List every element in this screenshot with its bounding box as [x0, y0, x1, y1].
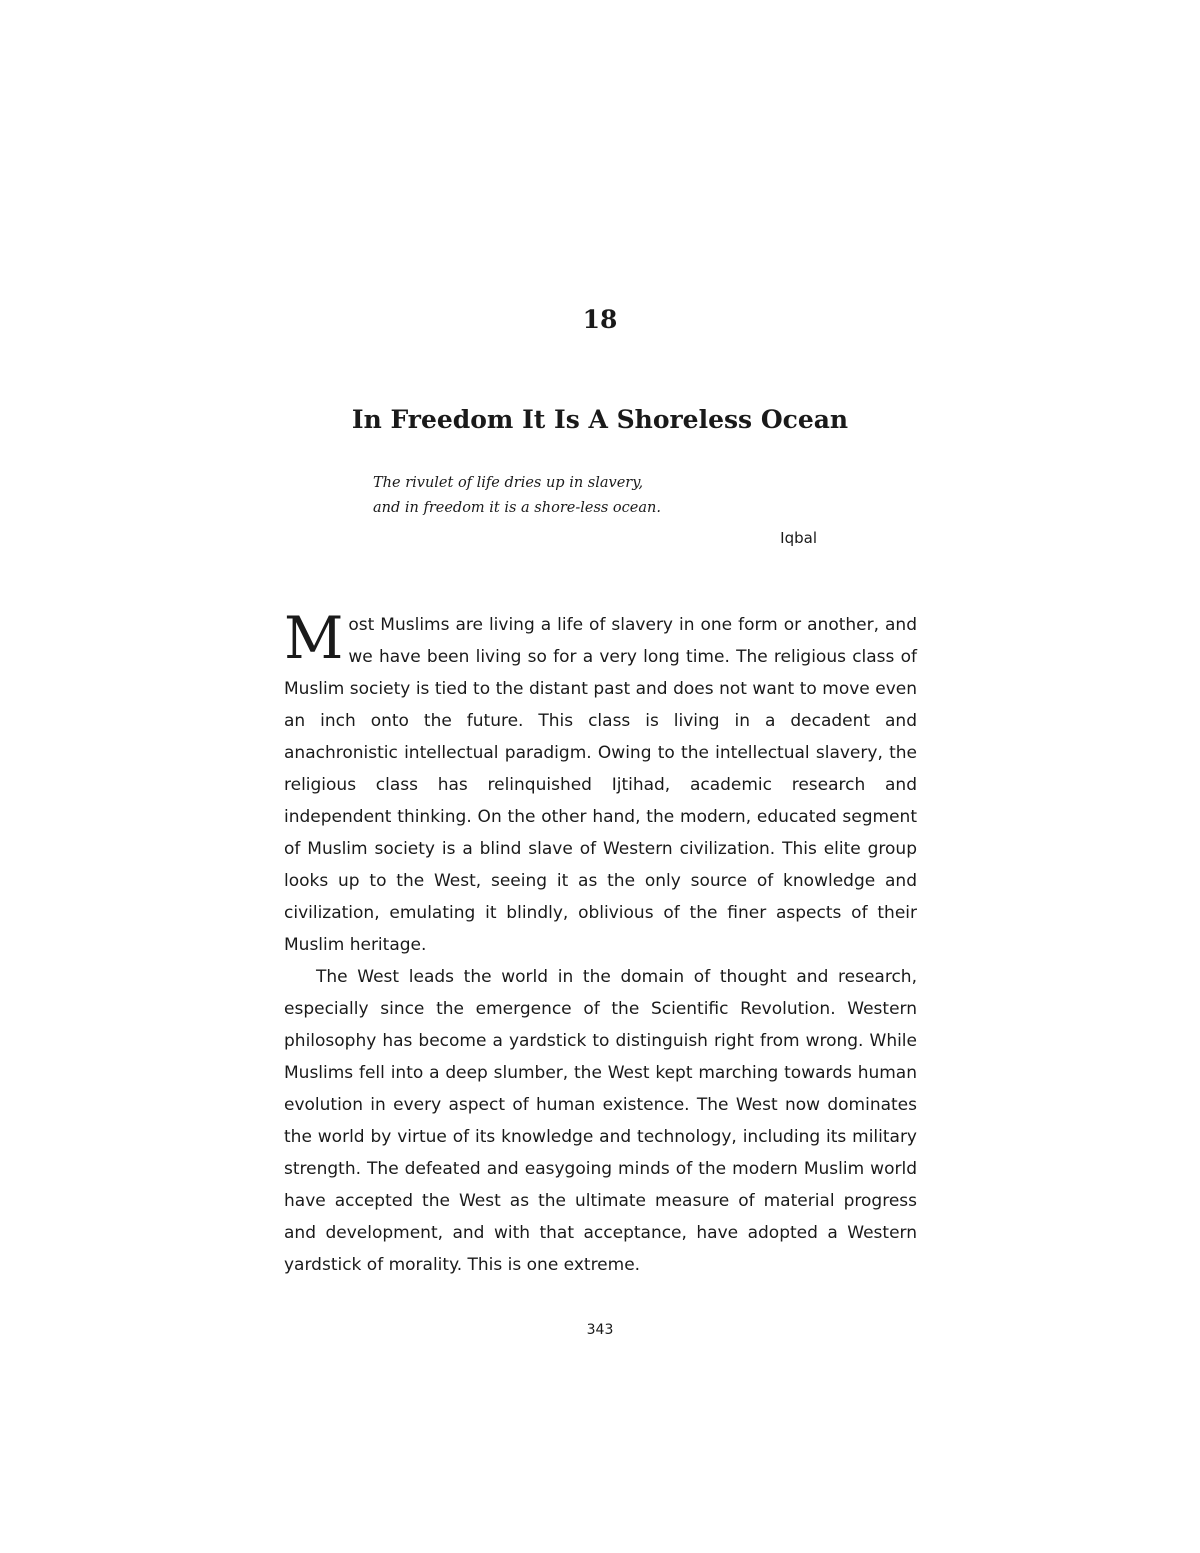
chapter-number: 18	[582, 305, 618, 334]
paragraph	[284, 604, 917, 961]
chapter-title: In Freedom It Is A Shoreless Ocean	[351, 405, 849, 434]
drop-cap: M	[284, 604, 344, 672]
epigraph-author: Iqbal	[780, 529, 817, 547]
paragraph-text: ost Muslims are living a life of slavery in one form or another, and we have been living so for a very long time. The religious class of Muslim society is tied to the distant past and does not want to move even an inch onto the future. This class is living in a decadent and anachronistic intellectual paradigm. Owing to the intellectual slavery, the religious class has relinquished Ijtihad, academic research and independent thinking. On the other hand, the modern, educated segment of Muslim society is a blind slave of Western civilization. This elite group looks up to the West, seeing it as the only source of knowledge and civilization, emulating it blindly, oblivious of the finer aspects of their Muslim heritage.	[284, 615, 917, 955]
body-text	[284, 604, 917, 1281]
epigraph-line: The rivulet of life dries up in slavery,	[373, 475, 644, 491]
page-number: 343	[586, 1322, 614, 1338]
paragraph: The West leads the world in the domain of thought and research, especially since the emergence of the Scientific Revolution. Western philosophy has become a yardstick to distinguish right from wrong. While Muslims fell into a deep slumber, the West kept marching towards human evolution in every aspect of human existence. The West now dominates the world by virtue of its knowledge and technology, including its military strength. The defeated and easygoing minds of the modern Muslim world have accepted the West as the ultimate measure of material progress and development, and with that acceptance, have adopted a Western yardstick of morality. This is one extreme.	[284, 967, 917, 1275]
epigraph-line: and in freedom it is a shore-less ocean.	[373, 500, 661, 516]
epigraph	[373, 471, 833, 521]
